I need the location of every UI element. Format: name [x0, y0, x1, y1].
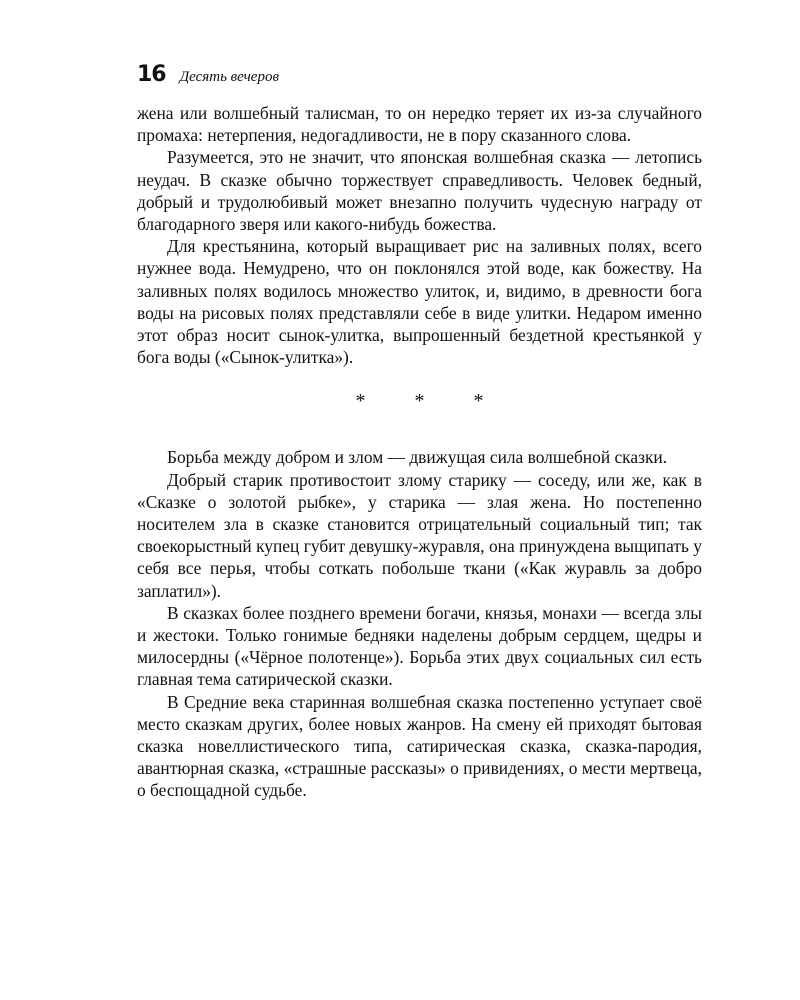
- running-head: [137, 62, 702, 102]
- paragraph-3: Для крестьянина, который выращивает рис на заливных полях, всего нужнее вода. Немудрено, что он поклонялся этой воде, как божеству. На заливных полях водилось множество улиток, и, видимо, в древности бога воды на рисовых полях представляли себе в виде улитки. Недаром именно этот образ носит сынок-улитка, выпрошенный бездетной крестьянкой у бога воды («Сынок-улитка»).: [137, 236, 702, 368]
- paragraph-2: Разумеется, это не значит, что японская волшебная сказка — летопись неудач. В сказке обычно торжествует справедливость. Человек бедный, добрый и трудолюбивый может внезапно получить чудесную награду от благодарного зверя или какого-нибудь божества.: [137, 147, 702, 235]
- paragraph-7: В Средние века старинная волшебная сказка постепенно уступает своё место сказкам других, более новых жанров. На смену ей приходят бытовая сказка новеллистического типа, сатирическая сказка, сказка-пародия, авантюрная сказка, «страшные рассказы» о привидениях, о мести мертвеца, о беспощадной судьбе.: [137, 691, 702, 801]
- book-page: [137, 62, 702, 802]
- paragraph-6: В сказках более позднего времени богачи, князья, монахи — всегда злы и жестоки. Только гонимые бедняки наделены добрым сердцем, щедры и милосердны («Чёрное полотенце»). Борьба этих двух социальных сил есть главная тема сатирической сказки.: [137, 602, 702, 690]
- section-separator: * * *: [355, 390, 506, 413]
- paragraph-1: жена или волшебный талисман, то он нередко теряет их из-за случайного промаха: нетерпения, недогадливости, не в пору сказанного слова.: [137, 103, 702, 146]
- paragraph-4: Борьба между добром и злом — движущая сила волшебной сказки.: [167, 447, 668, 468]
- paragraph-5: Добрый старик противостоит злому старику — соседу, или же, как в «Сказке о золотой рыбке», у старика — злая жена. Но постепенно носителем зла в сказке становится отрицательный социальный тип; так своекорыстный купец губит девушку-журавля, она принуждена выщипать у себя все перья, чтобы соткать побольше ткани («Как журавль за добро заплатил»).: [137, 469, 702, 601]
- page-number: 16: [137, 62, 166, 87]
- running-title: Десять вечеров: [179, 69, 279, 85]
